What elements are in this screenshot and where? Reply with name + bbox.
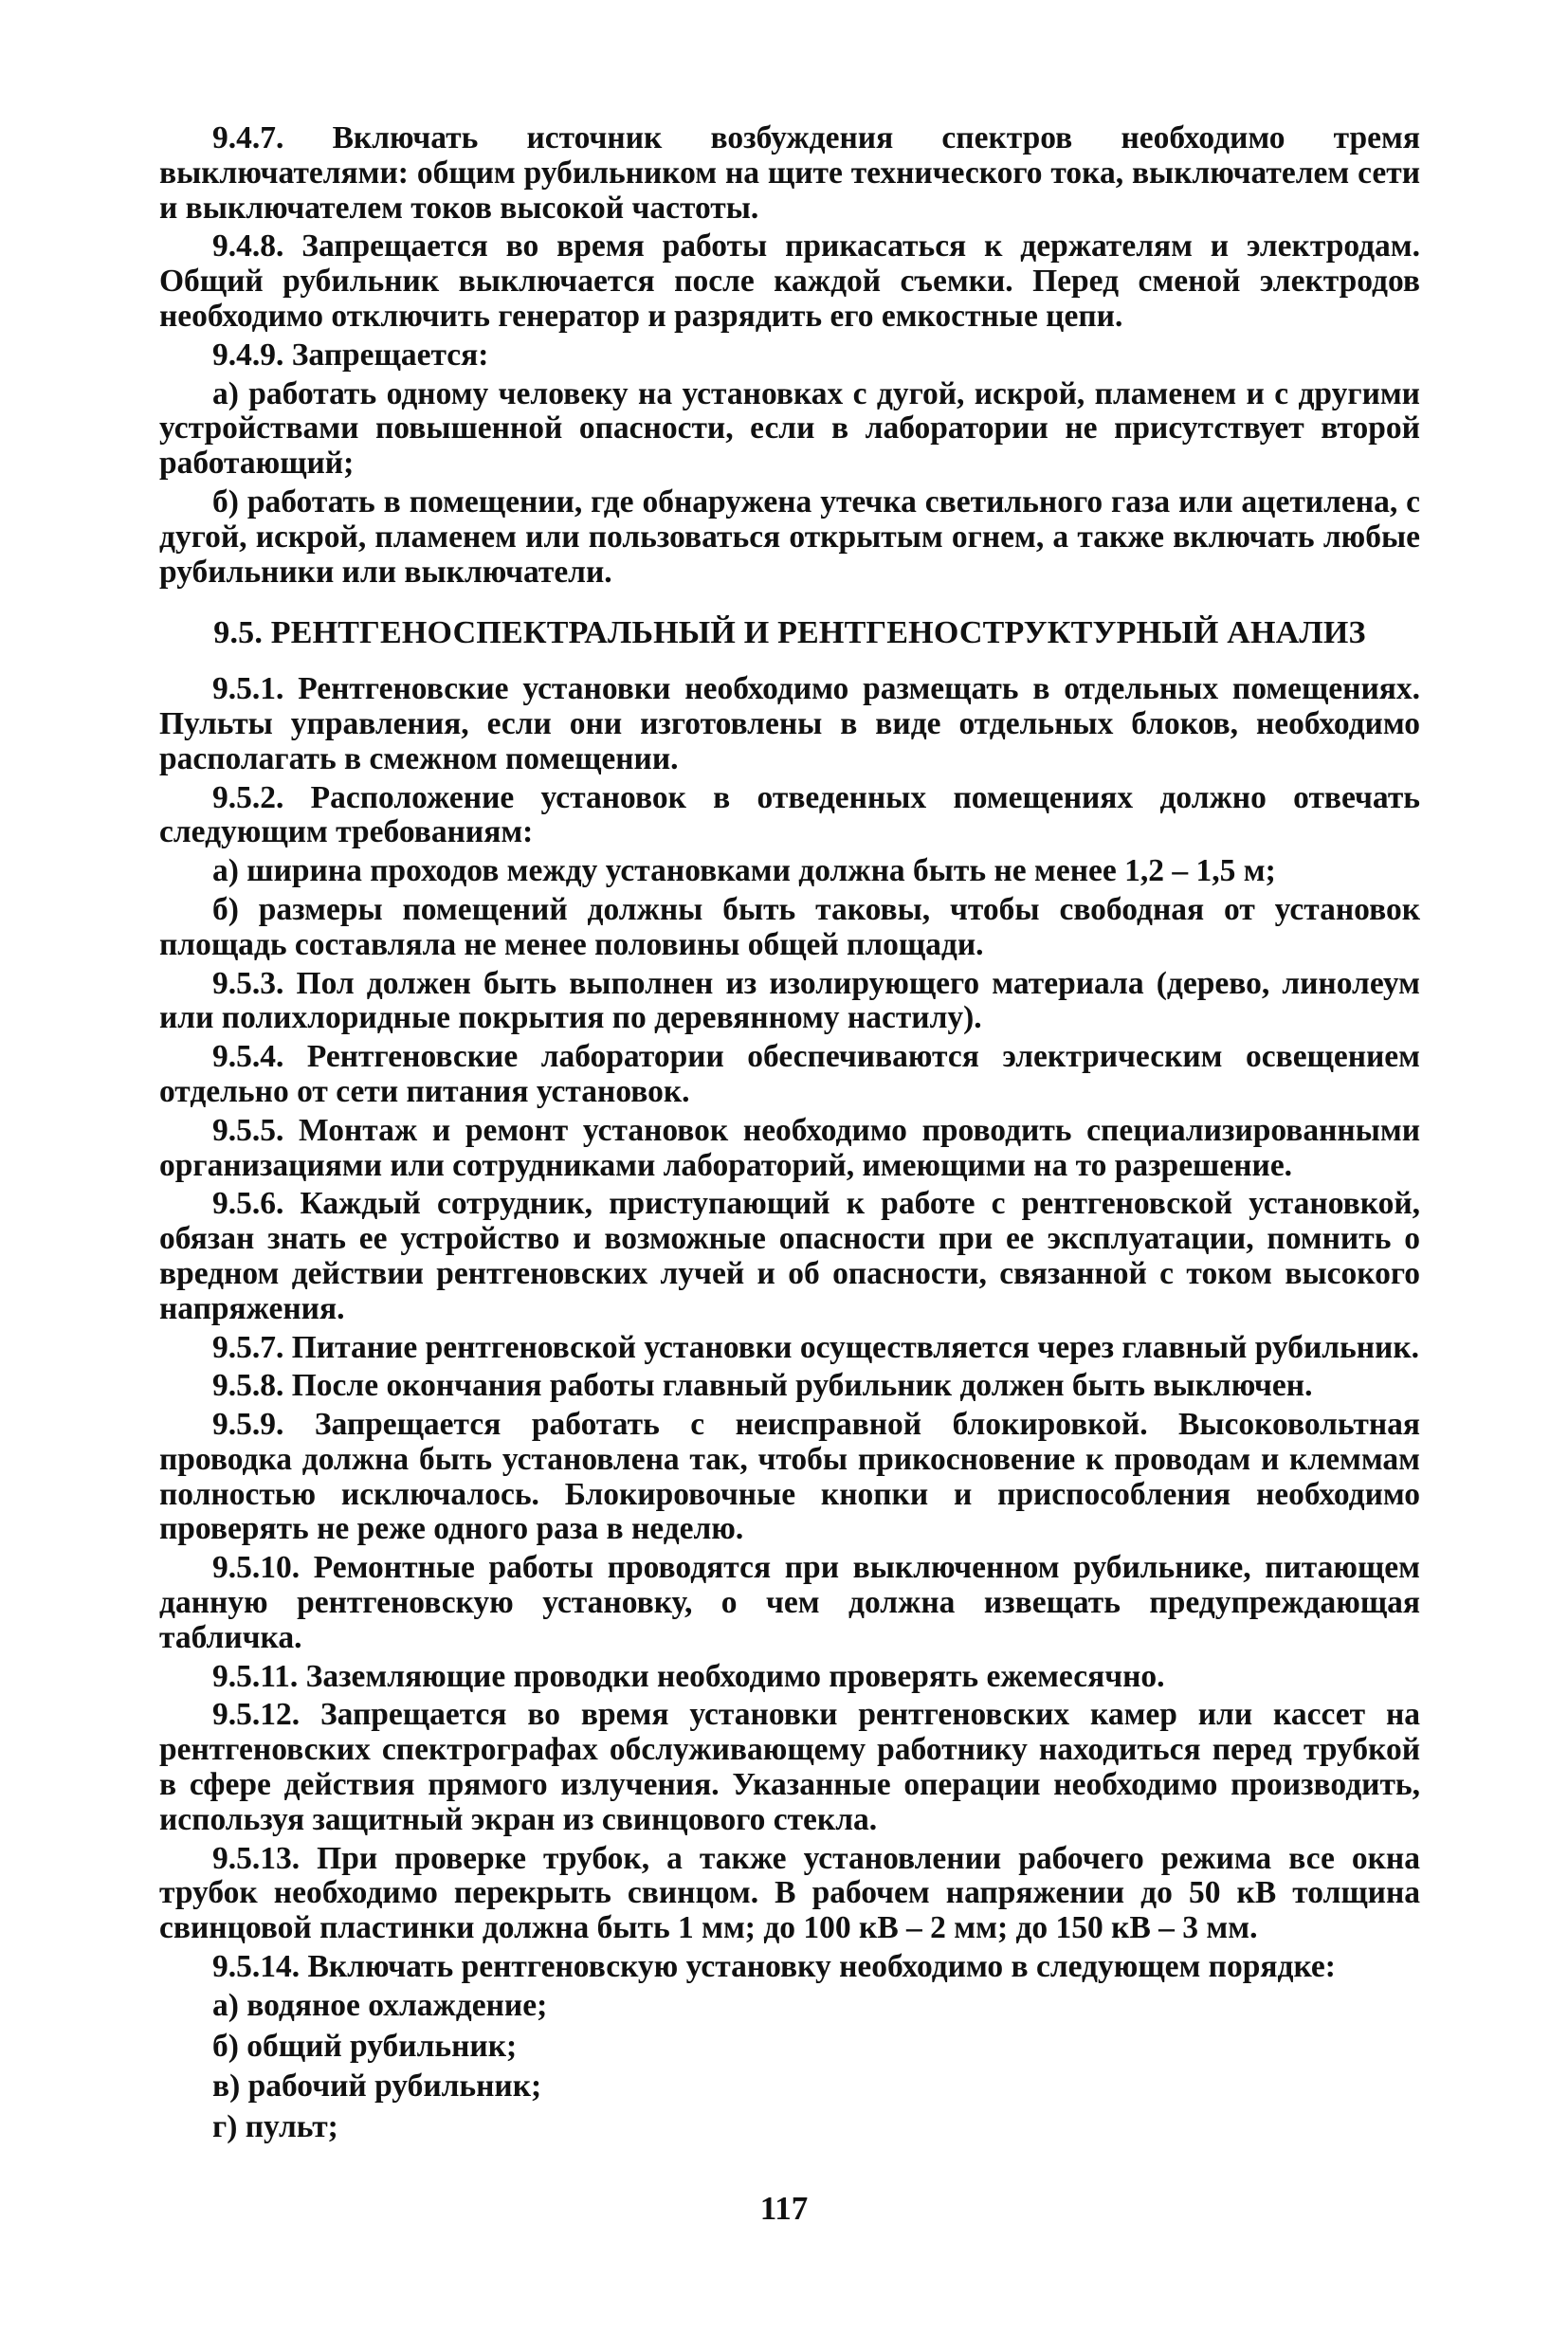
page-body — [159, 121, 1420, 2151]
paragraph-9-5-8: 9.5.8. После окончания работы главный рубильник должен быть выключен. — [212, 1368, 1313, 1404]
paragraph-9-5-6: 9.5.6. Каждый сотрудник, приступающий к работе с рентгеновской установкой, обязан знать ее устройство и возможные опасности при ее эксплуатации, помнить о вредном действии рентгеновских лучей и об опасности, связанной с током высокого напряжения. — [159, 1186, 1420, 1326]
paragraph-9-5-4: 9.5.4. Рентгеновские лаборатории обеспечиваются электрическим освещением отдельно от сети питания установок. — [159, 1039, 1420, 1109]
list-item: а) водяное охлаждение; — [212, 1987, 548, 2023]
list-item: г) пульт; — [212, 2109, 338, 2145]
paragraph-9-4-7: 9.4.7. Включать источник возбуждения спектров необходимо тремя выключателями: общим рубильником на щите технического тока, выключателем сети и выключателем токов высокой частоты. — [159, 120, 1420, 226]
paragraph-9-5-13: 9.5.13. При проверке трубок, а также установлении рабочего режима все окна трубок необходимо перекрыть свинцом. В рабочем напряжении до 50 кВ толщина свинцовой пластинки должна быть 1 мм; до 100 кВ – 2 мм; до 150 кВ – 3 мм. — [159, 1840, 1420, 1946]
paragraph-9-4-9: 9.4.9. Запрещается: — [212, 337, 489, 373]
paragraph-9-5-2-b: б) размеры помещений должны быть таковы, чтобы свободная от установок площадь составляла не менее половины общей площади. — [159, 891, 1420, 962]
paragraph-9-4-9-a: а) работать одному человеку на установках с дугой, искрой, пламенем и с другими устройствами повышенной опасности, если в лаборатории не присутствует второй работающий; — [159, 375, 1420, 482]
paragraph-9-5-2: 9.5.2. Расположение установок в отведенных помещениях должно отвечать следующим требованиям: — [159, 779, 1420, 850]
paragraph-9-4-8: 9.4.8. Запрещается во время работы прикасаться к держателям и электродам. Общий рубильник выключается после каждой съемки. Перед сменой электродов необходимо отключить генератор и разрядить его емкостные цепи. — [159, 228, 1420, 334]
paragraph-9-5-12: 9.5.12. Запрещается во время установки рентгеновских камер или кассет на рентгеновских спектрографах обслуживающему работнику находиться перед трубкой в сфере действия прямого излучения. Указанные операции необходимо производить, используя защитный экран из свинцового стекла. — [159, 1697, 1420, 1837]
paragraph-9-5-5: 9.5.5. Монтаж и ремонт установок необходимо проводить специализированными организациями или сотрудниками лабораторий, имеющими на то разрешение. — [159, 1112, 1420, 1183]
paragraph-9-5-2-a: а) ширина проходов между установками должна быть не менее 1,2 – 1,5 м; — [212, 853, 1276, 889]
paragraph-9-5-11: 9.5.11. Заземляющие проводки необходимо проверять ежемесячно. — [212, 1658, 1165, 1694]
paragraph-9-5-3: 9.5.3. Пол должен быть выполнен из изолирующего материала (дерево, линолеум или полихлоридные покрытия по деревянному настилу). — [159, 965, 1420, 1036]
paragraph-9-5-9: 9.5.9. Запрещается работать с неисправной блокировкой. Высоковольтная проводка должна быть установлена так, чтобы прикосновение к проводам и клеммам полностью исключалось. Блокировочные кнопки и приспособления необходимо проверять не реже одного раза в неделю. — [159, 1407, 1420, 1547]
paragraph-9-4-9-b: б) работать в помещении, где обнаружена утечка светильного газа или ацетилена, с дугой, искрой, пламенем или пользоваться открытым огнем, а также включать любые рубильники или выключатели. — [159, 483, 1420, 590]
list-item: б) общий рубильник; — [212, 2028, 518, 2064]
paragraph-9-5-14: 9.5.14. Включать рентгеновскую установку необходимо в следующем порядке: — [212, 1949, 1336, 1985]
paragraph-9-5-1: 9.5.1. Рентгеновские установки необходимо размещать в отдельных помещениях. Пульты управления, если они изготовлены в виде отдельных блоков, необходимо располагать в смежном помещении. — [159, 671, 1420, 776]
list-item: в) рабочий рубильник; — [212, 2069, 542, 2105]
paragraph-9-5-7: 9.5.7. Питание рентгеновской установки осуществляется через главный рубильник. — [212, 1329, 1420, 1365]
paragraph-9-5-10: 9.5.10. Ремонтные работы проводятся при выключенном рубильнике, питающем данную рентгеновскую установку, о чем должна извещать предупреждающая табличка. — [159, 1550, 1420, 1655]
section-heading: 9.5. РЕНТГЕНОСПЕКТРАЛЬНЫЙ И РЕНТГЕНОСТРУКТУРНЫЙ АНАЛИЗ — [213, 615, 1366, 651]
page-number: 117 — [759, 2190, 809, 2227]
